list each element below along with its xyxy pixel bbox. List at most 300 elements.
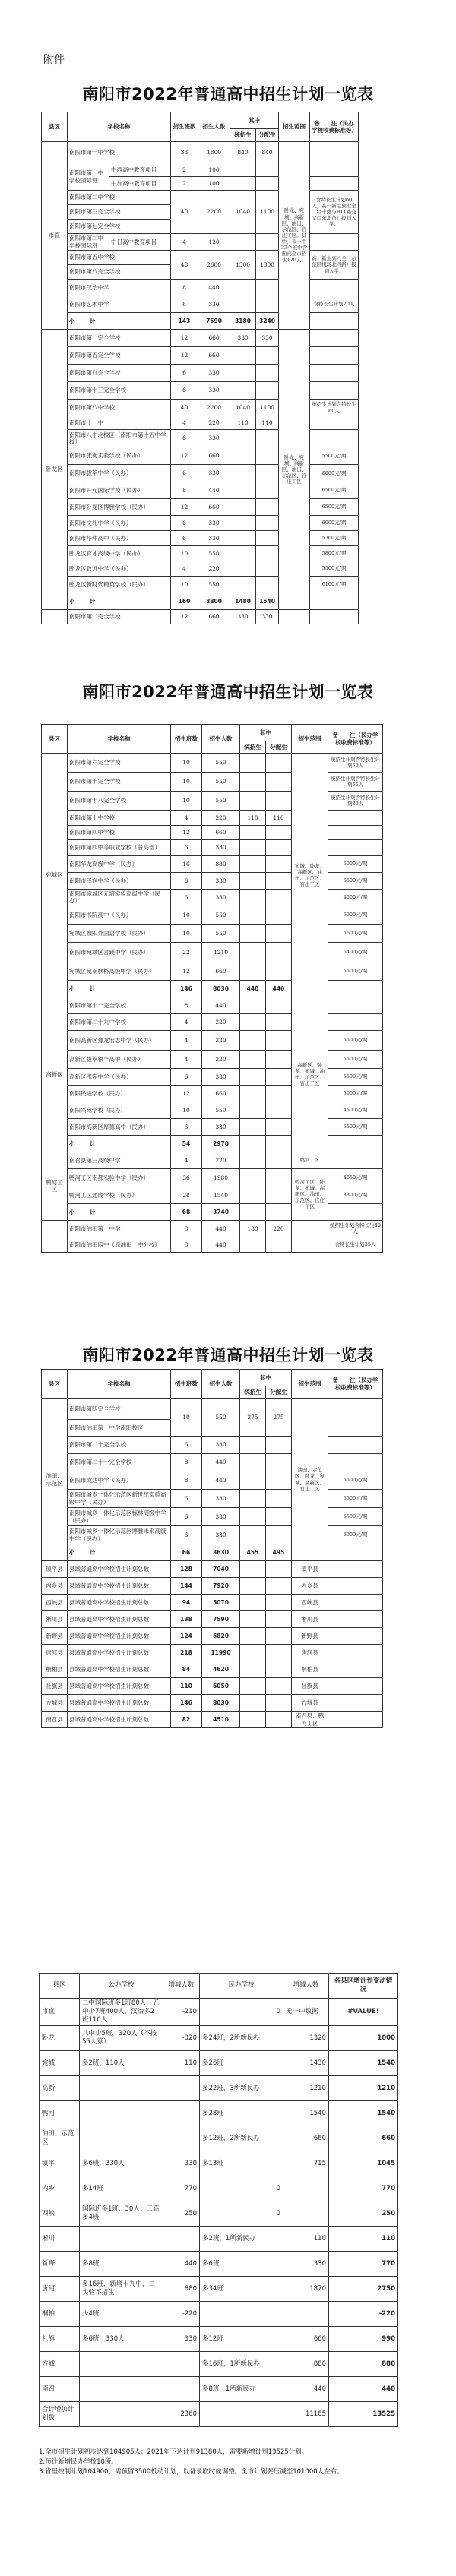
classes: 4 (171, 1030, 202, 1050)
remark: 统招生计划含特长生计划30人 (328, 792, 383, 811)
school-name: 南阳市城乡一体化示范区博雅未来高级中学（民办） (68, 1526, 171, 1544)
school-name: 高新区泓宛中学（民办） (68, 1068, 171, 1085)
remark (328, 1695, 383, 1712)
table-row (42, 906, 383, 924)
school-name: 南阳市艺术中学 (68, 296, 171, 313)
school-name: 南阳市华仲高中（民办） (68, 531, 171, 546)
unified (240, 1237, 266, 1252)
table-row (42, 1168, 383, 1187)
allocated: 330 (256, 610, 279, 624)
classes: 110 (171, 1678, 202, 1695)
school-name: 卧龙区致远中学（民办） (68, 561, 171, 577)
summary-public-delta (163, 2352, 200, 2377)
remark: 统招生计划含特长生60人 (310, 400, 359, 416)
unified (230, 546, 256, 561)
scope-cell: 南召县、鸭河工区 (292, 1712, 328, 1728)
allocated: 1300 (256, 251, 279, 280)
school-name: 南阳市第二完全学校 (68, 610, 171, 624)
header-allocated: 分配生 (256, 129, 279, 142)
county-cell: 西峡县 (42, 1595, 68, 1611)
summary-county: 合计增加计划数 (40, 2402, 80, 2427)
school-name: 县域普通高中学校招生计划总数 (68, 1661, 171, 1678)
remark (328, 1661, 383, 1678)
students: 1800 (198, 142, 230, 163)
classes: 40 (171, 400, 198, 416)
county-cell: 鸭河工区 (42, 1152, 68, 1220)
allocated: 1100 (256, 400, 279, 416)
notes-block (39, 2448, 419, 2478)
allocated (266, 997, 292, 1013)
summary-public-delta: -210 (163, 1999, 200, 2026)
unified (230, 234, 256, 251)
classes: 8 (171, 1454, 202, 1471)
classes: 128 (171, 1561, 202, 1578)
summary-public-delta: -320 (163, 2026, 200, 2051)
county-cell: 油田、示范区 (42, 1399, 68, 1561)
students: 330 (202, 1437, 240, 1454)
students: 6820 (202, 1628, 240, 1645)
subtotal-allocated: 440 (266, 980, 292, 997)
school-name: 卧龙区育才高级中学（民办） (68, 546, 171, 561)
county-cell: 新野县 (42, 1628, 68, 1645)
allocated (266, 1152, 292, 1168)
scope-cell: 淅川县 (292, 1611, 328, 1628)
table-row (42, 942, 383, 962)
summary-total: 1000 (329, 2026, 398, 2051)
allocated (256, 499, 279, 516)
subtotal-row (42, 593, 359, 610)
unified (240, 840, 266, 856)
remark: 6500元/期 (328, 1030, 383, 1050)
county-cell: 方城县 (42, 1695, 68, 1712)
students: 440 (202, 1237, 240, 1252)
remark (310, 330, 359, 347)
classes: 6 (171, 465, 198, 482)
summary-total: 1540 (329, 2101, 398, 2126)
classes: 22 (171, 942, 202, 962)
summary-row (40, 2151, 398, 2176)
classes: 8 (171, 1237, 202, 1252)
header-scope: 招生范围 (292, 725, 328, 754)
allocated (266, 1237, 292, 1252)
students: 7590 (202, 1611, 240, 1628)
scope-cell: 镇平县 (292, 1561, 328, 1578)
students: 6050 (202, 1678, 240, 1695)
table-row (42, 546, 359, 561)
students: 330 (198, 516, 230, 531)
plan-table-page-3 (41, 1369, 383, 1728)
allocated (266, 1102, 292, 1118)
allocated (256, 177, 279, 191)
table-row (42, 1399, 383, 1420)
summary-row (40, 1999, 398, 2026)
summary-public-delta: 2360 (163, 2402, 200, 2427)
classes: 6 (171, 890, 202, 906)
allocated (256, 465, 279, 482)
remark: 6100元/期 (310, 577, 359, 593)
classes: 124 (171, 1628, 202, 1645)
students: 4510 (202, 1712, 240, 1728)
classes: 8 (171, 1220, 202, 1237)
students: 550 (202, 792, 240, 811)
summary-total: 2750 (329, 2277, 398, 2302)
remark: 5000元/期 (328, 1085, 383, 1102)
scope-cell: 内乡县 (292, 1578, 328, 1595)
students: 220 (198, 561, 230, 577)
school-name: 县域普通高中学校招生计划总数 (68, 1678, 171, 1695)
allocated (266, 1490, 292, 1508)
school-name: 县域普通高中学校招生计划总数 (68, 1712, 171, 1728)
unified (240, 792, 266, 811)
remark: 5500元/期 (328, 1490, 383, 1508)
unified (230, 447, 256, 465)
header-unified: 统招生 (240, 741, 266, 754)
summary-public: 二中国际班多1班80人，五中少7班400人，汉冶多2班110人 (80, 1999, 163, 2026)
unified (240, 1508, 266, 1526)
unified (230, 177, 256, 191)
scope-cell (292, 1220, 328, 1252)
remark: 统招生计划含特长生计划55人 (328, 773, 383, 792)
allocated (266, 754, 292, 773)
remark: 4500元/期 (328, 1102, 383, 1118)
school-name: 南阳市第十中学校 (68, 811, 171, 826)
school-name: 南阳兴宛学校（民办） (68, 1102, 171, 1118)
remark (328, 1437, 383, 1454)
allocated: 330 (256, 330, 279, 347)
scope-cell: 鸭河工区、卧龙、宛城、高新区、油田、示范区、官庄工区 (292, 1168, 328, 1220)
note-item: 3.省里控制计划104900，需预留3500机动计划，以备录取时候调整。全市计划要压减至101000人左右。 (39, 2468, 344, 2476)
classes: 4 (171, 1152, 202, 1168)
remark (310, 610, 359, 624)
allocated (266, 1085, 292, 1102)
allocated (266, 1068, 292, 1085)
students: 330 (202, 890, 240, 906)
allocated (266, 873, 292, 890)
allocated (266, 906, 292, 924)
county-cell: 卧龙区 (42, 330, 68, 610)
page-title: 南阳市2022年普通高中招生计划一览表 (82, 85, 374, 103)
summary-public-delta: 880 (163, 2277, 200, 2302)
students: 330 (198, 430, 230, 447)
remark (328, 1203, 383, 1220)
classes: 144 (171, 1578, 202, 1595)
remark: 3300元/期 (328, 1187, 383, 1203)
classes: 12 (171, 826, 202, 840)
summary-private (200, 2402, 283, 2427)
school-name: 南阳市第五完全学校 (68, 347, 171, 365)
header-classes: 招生班数 (171, 725, 202, 754)
students: 550 (198, 546, 230, 561)
school-name: 南阳市书院高中（民办） (68, 906, 171, 924)
summary-county: 卧龙 (40, 2026, 80, 2051)
students: 100 (198, 163, 230, 177)
remark: 5500元/期 (328, 1068, 383, 1085)
classes: 146 (171, 1695, 202, 1712)
school-name: 南阳市十一中 (68, 416, 171, 430)
summary-public (80, 2402, 163, 2427)
students: 330 (198, 296, 230, 313)
school-name: 南阳市拔萃中学（民办） (68, 465, 171, 482)
allocated (266, 840, 292, 856)
summary-public-delta (163, 2377, 200, 2402)
scope-cell: 卧龙、宛城、高新区、油田、示范区、官庄工区。其中，市一中33个班中含面向全市招生120人。 (279, 142, 310, 330)
summary-public: 多6班，330人 (80, 2151, 163, 2176)
subtotal-classes: 143 (171, 313, 198, 330)
school-name: 中日高中教育项目 (109, 234, 171, 251)
summary-public (80, 2352, 163, 2377)
table-row (42, 1490, 383, 1508)
summary-private: 多24班，2所新民办 (200, 2026, 283, 2051)
unified (230, 465, 256, 482)
subtotal-label: 小 计 (68, 1135, 171, 1152)
subtotal-row (42, 1135, 383, 1152)
unified (230, 430, 256, 447)
school-name: 南阳市第五中学校 (68, 251, 171, 265)
classes: 4 (171, 1050, 202, 1068)
summary-row (40, 2227, 398, 2252)
classes: 10 (171, 1102, 202, 1118)
remark: 5500元/期 (328, 873, 383, 890)
allocated (256, 365, 279, 382)
unified (240, 1578, 266, 1595)
classes: 6 (171, 1068, 202, 1085)
allocated: 840 (256, 142, 279, 163)
school-name: 南召县第三高级中学 (68, 1152, 171, 1168)
summary-total: 990 (329, 2327, 398, 2352)
remark (310, 234, 359, 251)
allocated (266, 1628, 292, 1645)
subtotal-students: 7690 (198, 313, 230, 330)
page-title: 南阳市2022年普通高中招生计划一览表 (82, 1346, 374, 1364)
students: 330 (202, 1526, 240, 1544)
summary-private: 多28班 (200, 2101, 283, 2126)
summary-county: 高新 (40, 2076, 80, 2101)
summary-private: 多2班，1所新民办 (200, 2227, 283, 2252)
note-item: 2.预计新增民办学校10所。 (39, 2458, 118, 2467)
allocated (266, 773, 292, 792)
summary-public: 多14班 (80, 2176, 163, 2201)
classes: 4 (171, 811, 202, 826)
classes: 84 (171, 1661, 202, 1678)
students: 550 (202, 924, 240, 942)
students: 220 (202, 811, 240, 826)
summary-private: 0 (200, 2176, 283, 2201)
school-name: 南阳市第八完全学校 (68, 265, 171, 280)
summary-private: 0 (200, 1999, 283, 2026)
remark: 5600元/期 (328, 924, 383, 942)
classes: 10 (171, 792, 202, 811)
summary-county: 南召 (40, 2377, 80, 2402)
county-cell: 镇平县 (42, 1561, 68, 1578)
scope-cell: 卧龙、宛城、高新区、油田、示范区、官庄工区 (279, 330, 310, 610)
subtotal-label: 小 计 (68, 1544, 171, 1561)
summary-header-private: 民办学校 (200, 1974, 283, 1999)
remark: 5500元/期 (328, 1050, 383, 1068)
summary-public (80, 2076, 163, 2101)
remark (310, 142, 359, 163)
subtotal-row (42, 980, 383, 997)
unified (240, 1561, 266, 1578)
school-name: 南阳市油田四中（原油田一中分校） (68, 1237, 171, 1252)
table-row (42, 1526, 383, 1544)
unified: 110 (230, 416, 256, 430)
unified (240, 906, 266, 924)
students: 550 (202, 906, 240, 924)
subtotal-students: 3630 (202, 1544, 240, 1561)
allocated (266, 1595, 292, 1611)
students: 660 (202, 826, 240, 840)
table-row (42, 873, 383, 890)
allocated (256, 163, 279, 177)
school-name: 鸭河工区南都实验中学（民办） (68, 1168, 171, 1187)
subtotal-label: 小 计 (68, 313, 171, 330)
allocated (256, 382, 279, 400)
allocated (266, 1661, 292, 1678)
unified (230, 561, 256, 577)
remark (310, 382, 359, 400)
allocated (266, 1578, 292, 1595)
classes: 8 (171, 997, 202, 1013)
summary-private: 多12班，2所新民办 (200, 2126, 283, 2151)
scope-cell: 宛城、卧龙、高新区、油田、示范区、官庄工区 (292, 754, 328, 997)
classes: 2 (171, 163, 198, 177)
remark (328, 980, 383, 997)
subtotal-allocated: 495 (266, 1544, 292, 1561)
unified (240, 1168, 266, 1187)
classes: 6 (171, 516, 198, 531)
school-name: 南阳市第十完全学校 (68, 773, 171, 792)
classes: 12 (171, 330, 198, 347)
school-group: 南阳市第一中学校国际班 (68, 163, 109, 191)
remark (328, 1561, 383, 1578)
allocated (266, 1454, 292, 1471)
summary-private-delta: 1540 (283, 2101, 329, 2126)
county-cell: 宛城区 (42, 754, 68, 997)
allocated (266, 1168, 292, 1187)
school-name: 县域普通高中学校招生计划总数 (68, 1645, 171, 1661)
table-row (42, 516, 359, 531)
students: 220 (198, 416, 230, 430)
summary-total: 110 (329, 2227, 398, 2252)
summary-row (40, 2176, 398, 2201)
unified (240, 1437, 266, 1454)
summary-private-delta: 1430 (283, 2051, 329, 2076)
summary-private-delta: 880 (283, 2352, 329, 2377)
allocated (256, 296, 279, 313)
school-name: 南阳市第三完全学校 (68, 205, 171, 220)
header-unified: 统招生 (240, 1386, 266, 1399)
unified (240, 1628, 266, 1645)
summary-public-delta: 250 (163, 2201, 200, 2227)
students: 1540 (202, 1187, 240, 1203)
classes: 12 (171, 447, 198, 465)
scope-cell (279, 610, 310, 624)
school-name: 高新区拔萃银丰高中（民办） (68, 1050, 171, 1068)
summary-public-delta: 330 (163, 2327, 200, 2352)
students: 550 (198, 577, 230, 593)
remark (328, 1628, 383, 1645)
summary-private-delta: 11165 (283, 2402, 329, 2427)
allocated (256, 531, 279, 546)
allocated (266, 1695, 292, 1712)
table-row (42, 400, 359, 416)
summary-public (80, 2377, 163, 2402)
unified (240, 997, 266, 1013)
table-row (42, 577, 359, 593)
school-name: 宛城区宛南枫桥高级中学（民办） (68, 962, 171, 980)
allocated (266, 826, 292, 840)
table-row (42, 1578, 383, 1595)
remark (328, 826, 383, 840)
students: 11990 (202, 1645, 240, 1661)
allocated (266, 1508, 292, 1526)
subtotal-students: 2970 (202, 1135, 240, 1152)
students: 8030 (202, 1695, 240, 1712)
students: 1210 (202, 942, 240, 962)
summary-private-delta: 440 (283, 2377, 329, 2402)
summary-private-delta: 无一中数据 (283, 1999, 329, 2026)
students: 330 (202, 1508, 240, 1526)
students: 440 (202, 1454, 240, 1471)
remark: 5500元/期 (328, 962, 383, 980)
classes: 6 (171, 365, 198, 382)
students: 220 (202, 1152, 240, 1168)
allocated (266, 1561, 292, 1578)
allocated: 110 (266, 811, 292, 826)
table-row (42, 561, 359, 577)
county-cell: 唐河县 (42, 1645, 68, 1661)
allocated (266, 1013, 292, 1030)
summary-private-delta: 110 (283, 2227, 329, 2252)
table-row (42, 1068, 383, 1085)
students: 550 (202, 1399, 240, 1437)
allocated (256, 430, 279, 447)
classes: 8 (171, 1471, 202, 1490)
subtotal-label: 小 计 (68, 593, 171, 610)
school-name: 南阳市第十一完全学校 (68, 997, 171, 1013)
allocated (256, 577, 279, 593)
table-row (42, 447, 359, 465)
students: 4620 (202, 1661, 240, 1678)
unified (240, 1050, 266, 1068)
unified (240, 1661, 266, 1678)
remark: 6000元/期 (310, 465, 359, 482)
county-cell: 内乡县 (42, 1578, 68, 1595)
subtotal-row (42, 1544, 383, 1561)
table-row (42, 840, 383, 856)
students: 330 (202, 1490, 240, 1508)
school-name: 南阳市第九完全学校 (68, 365, 171, 382)
summary-public: 多6班，330人 (80, 2327, 163, 2352)
subtotal-allocated (266, 1203, 292, 1220)
subtotal-students: 3740 (202, 1203, 240, 1220)
school-name: 南阳市第一中学校 (68, 142, 171, 163)
table-row (42, 1102, 383, 1118)
table-row (42, 811, 383, 826)
subtotal-unified (240, 1203, 266, 1220)
allocated (266, 1437, 292, 1454)
unified (240, 1085, 266, 1102)
subtotal-unified (240, 1135, 266, 1152)
unified (230, 516, 256, 531)
students: 1980 (202, 1168, 240, 1187)
allocated (266, 890, 292, 906)
unified (240, 1490, 266, 1508)
summary-public-delta (163, 2101, 200, 2126)
classes: 218 (171, 1645, 202, 1661)
classes: 4 (171, 561, 198, 577)
school-name: 南阳市第四中等职业学校（普高部） (68, 840, 171, 856)
